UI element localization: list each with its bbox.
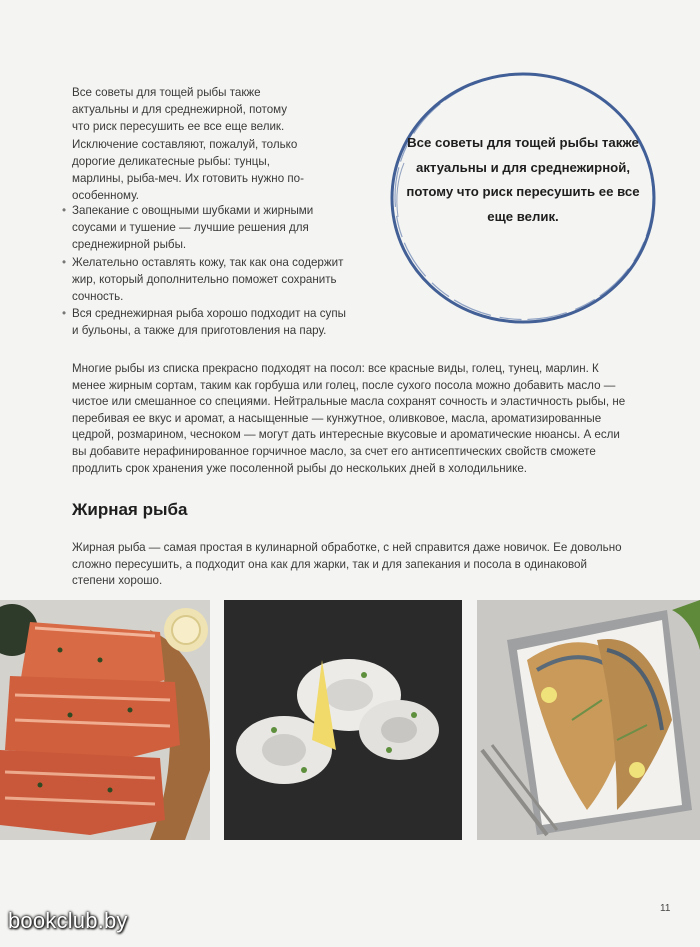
watermark: bookclub.by xyxy=(8,908,128,933)
fatty-fish-paragraph: Жирная рыба — самая простая в кулинарной обработке, с ней справится даже новичок. Ее довольно сложно пересушить, а подходит она как для жарки, так и для запекания и посола в одинаковой степени хорошо. xyxy=(72,541,622,588)
herring-rolls-photo xyxy=(224,600,462,840)
list-item: • Вся среднежирная рыба хорошо подходит на супы и бульоны, а также для приготовления на пару. xyxy=(62,305,352,339)
tips-list xyxy=(62,202,352,340)
salting-paragraph: Многие рыбы из списка прекрасно подходят на посол: все красные виды, голец, тунец, марлин. К менее жирным сортам, таким как горбуша или голец, после сухого посола можно добавить масло — чистое или смешанное со специями. Нейтральные масла сохранят сочность и эластичность рыбы, не перебивая ее вкус и аромат, а насыщенные — кунжутное, оливковое, масла, ароматизированные цедрой, розмарином, чесноком — могут дать интересные вкусовые и ароматические нюансы. А если вы добавите нерафинированное горчичное масло, за счет его антисептических свойств сможете продлить срок хранения уже посоленной рыбы до нескольких дней в холодильнике. xyxy=(72,362,626,475)
pull-quote: Все советы для тощей рыбы также актуальны и для среднежирной, потому что риск пересушить ее все еще велик. xyxy=(406,135,640,224)
list-item: • Запекание с овощными шубками и жирными соусами и тушение — лучшие решения для среднежирной рыбы. xyxy=(62,202,352,254)
section-heading: Жирная рыба xyxy=(72,500,188,519)
quote-callout xyxy=(386,67,660,329)
page-number: 11 xyxy=(660,903,671,914)
baked-mackerel-photo xyxy=(477,600,700,840)
salmon-photo xyxy=(0,600,210,840)
intro-paragraph: Все советы для тощей рыбы также актуальны и для среднежирной, потому что риск пересушить ее все еще велик. Исключение составляют, пожалуй, только дорогие деликатесные рыбы: тунцы, марлины, рыба-меч. Их готовить нужно по-особенному. xyxy=(72,86,304,203)
list-item: • Желательно оставлять кожу, так как она содержит жир, который дополнительно поможет сохранить сочность. xyxy=(62,254,352,306)
